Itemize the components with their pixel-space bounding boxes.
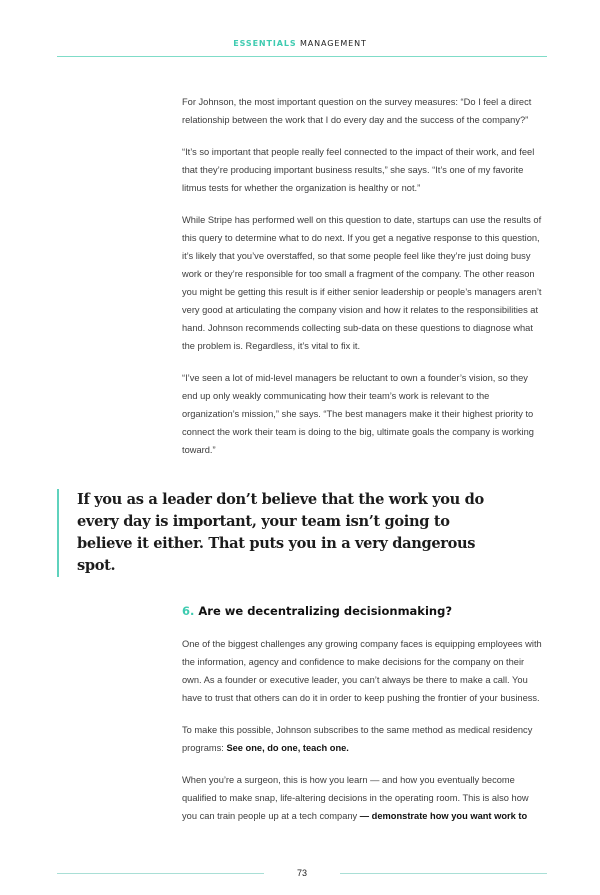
page-footer bbox=[0, 865, 600, 895]
pull-quote: If you as a leader don’t believe that the work you do every day is important, your team isn’t going to believe it either. That puts you in a very dangerous spot. bbox=[57, 489, 497, 577]
paragraph: “It’s so important that people really feel connected to the impact of their work, and feel that they’re producing important business results,” she says. “It’s one of my favorite litmus tests for whether the organization is healthy or not.” bbox=[182, 147, 535, 193]
body-text-bottom bbox=[182, 635, 544, 825]
paragraph bbox=[182, 721, 544, 757]
page-number: 73 bbox=[296, 868, 307, 878]
body-text-top bbox=[182, 93, 544, 459]
bold-emphasis: — demonstrate how you want work to bbox=[359, 811, 528, 821]
section-number: 6. bbox=[182, 604, 195, 618]
paragraph: For Johnson, the most important question on the survey measures: “Do I feel a direct relationship between the work that I do every day and the success of the company?” bbox=[182, 97, 532, 125]
paragraph: One of the biggest challenges any growing company faces is equipping employees with the information, agency and confidence to make decisions for the company on their own. As a founder or executive leader, you can’t always be there to make a call. You have to trust that others can do it in order to keep pushing the frontier of your business. bbox=[182, 639, 542, 703]
header-section-rest: MANAGEMENT bbox=[299, 39, 367, 48]
footer-divider-right bbox=[340, 873, 547, 874]
header-section-accent: ESSENTIALS bbox=[233, 39, 297, 48]
bold-emphasis: See one, do one, teach one. bbox=[226, 743, 349, 753]
paragraph: While Stripe has performed well on this question to date, startups can use the results of this query to determine what to do next. If you get a negative response to this question, it’s likely that you’ve overstaffed, so that some people feel like they’re just doing busy work or they’re responsible for too small a fragment of the company. The other reason you might be getting this result is if either senior leadership or people’s managers aren’t very good at articulating the company vision and how it relates to the responsibilities at hand. Johnson recommends collecting sub-data on these questions to diagnose what the problem is. Regardless, it’s vital to fix it. bbox=[182, 215, 542, 351]
section-title: Are we decentralizing decisionmaking? bbox=[198, 604, 452, 618]
paragraph: “I’ve seen a lot of mid-level managers be reluctant to own a founder’s vision, so they end up only weakly communicating how their team’s work is relevant to the organization’s mission,” she says. “The best managers make it their highest priority to connect the work their team is doing to the big, ultimate goals the company is working toward.” bbox=[182, 373, 534, 455]
paragraph bbox=[182, 771, 544, 825]
paragraph-text: To make this possible, Johnson subscribes to the same method as medical residency programs: bbox=[182, 725, 533, 753]
paragraph-text: When you’re a surgeon, this is how you learn — and how you eventually become qualified to make snap, life-altering decisions in the operating room. This is also how you can train people up at a tech company bbox=[182, 775, 529, 821]
footer-divider-left bbox=[57, 873, 264, 874]
running-header bbox=[0, 0, 600, 49]
header-divider bbox=[57, 56, 547, 57]
section-heading bbox=[182, 603, 544, 619]
